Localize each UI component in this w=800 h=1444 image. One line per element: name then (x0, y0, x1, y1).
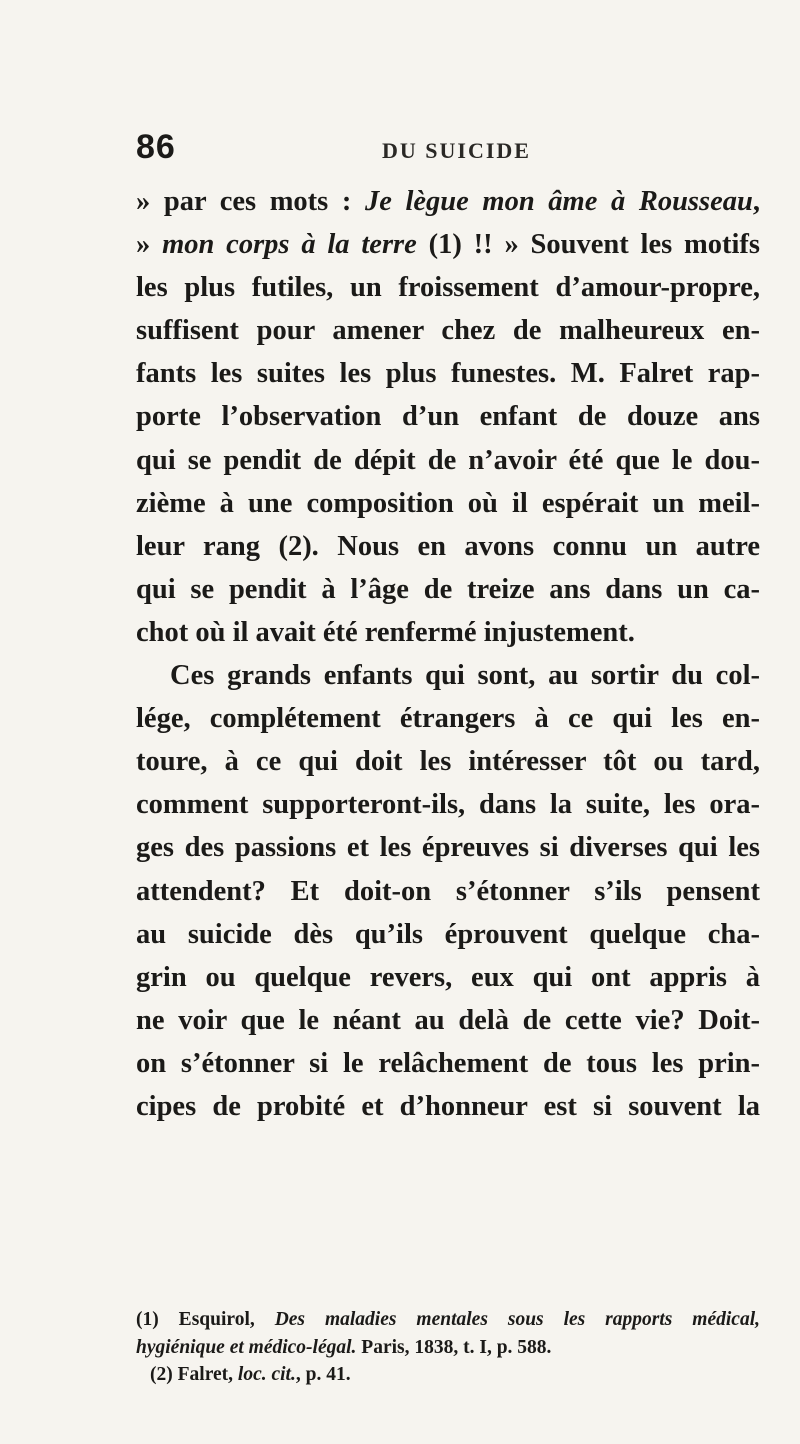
text-line: Ces grands enfants qui sont, au sortir du col- (170, 660, 760, 692)
text-line: ges des passions et les épreuves si diverses qui les (136, 832, 760, 864)
text-line: fants les suites les plus funestes. M. Falret rap- (136, 358, 760, 390)
page-number: 86 (136, 128, 176, 166)
text-line: qui se pendit de dépit de n’avoir été que le dou- (136, 444, 760, 476)
text-line: ne voir que le néant au delà de cette vie? Doit- (136, 1004, 760, 1036)
body-text (136, 180, 760, 1128)
text-line: » mon corps à la terre (1) !! » Souvent les motifs (136, 229, 761, 261)
footnote-1: (1) Esquirol, Des maladies mentales sous les rapports médical, (136, 1309, 760, 1330)
footnote-2: (2) Falret, loc. cit., p. 41. (150, 1364, 351, 1385)
text-line: cipes de probité et d’honneur est si souvent la (136, 1090, 760, 1122)
footnotes (136, 1306, 760, 1389)
running-title: DU SUICIDE (382, 138, 531, 163)
text-line: zième à une composition où il espérait un meil- (136, 487, 760, 519)
running-head (136, 128, 760, 168)
text-line: toure, à ce qui doit les intéresser tôt ou tard, (136, 746, 760, 778)
text-line: on s’étonner si le relâchement de tous les prin- (136, 1047, 760, 1079)
text-line: chot où il avait été renfermé injustement. (136, 616, 635, 648)
text-line: lége, complétement étrangers à ce qui les en- (136, 703, 760, 735)
text-line: qui se pendit à l’âge de treize ans dans un ca- (136, 573, 760, 605)
quote-italic: Je lègue mon âme à Rousseau (364, 186, 753, 217)
text-line: les plus futiles, un froissement d’amour-propre, (136, 272, 760, 304)
text-line: grin ou quelque revers, eux qui ont appris à (136, 961, 760, 993)
text-line: leur rang (2). Nous en avons connu un autre (136, 530, 760, 562)
text-line: porte l’observation d’un enfant de douze ans (136, 401, 760, 433)
text-line: comment supporteront-ils, dans la suite, les ora- (136, 789, 760, 821)
text-line: » par ces mots : Je lègue mon âme à Rousseau, (136, 186, 760, 217)
text-line: attendent? Et doit-on s’étonner s’ils pensent (136, 875, 760, 907)
text-line: au suicide dès qu’ils éprouvent quelque cha- (136, 918, 760, 950)
footnote-1-continued: hygiénique et médico-légal. Paris, 1838, t. I, p. 588. (136, 1336, 552, 1358)
quote-italic: mon corps à la terre (162, 229, 417, 261)
text-line: suffisent pour amener chez de malheureux en- (136, 315, 760, 347)
